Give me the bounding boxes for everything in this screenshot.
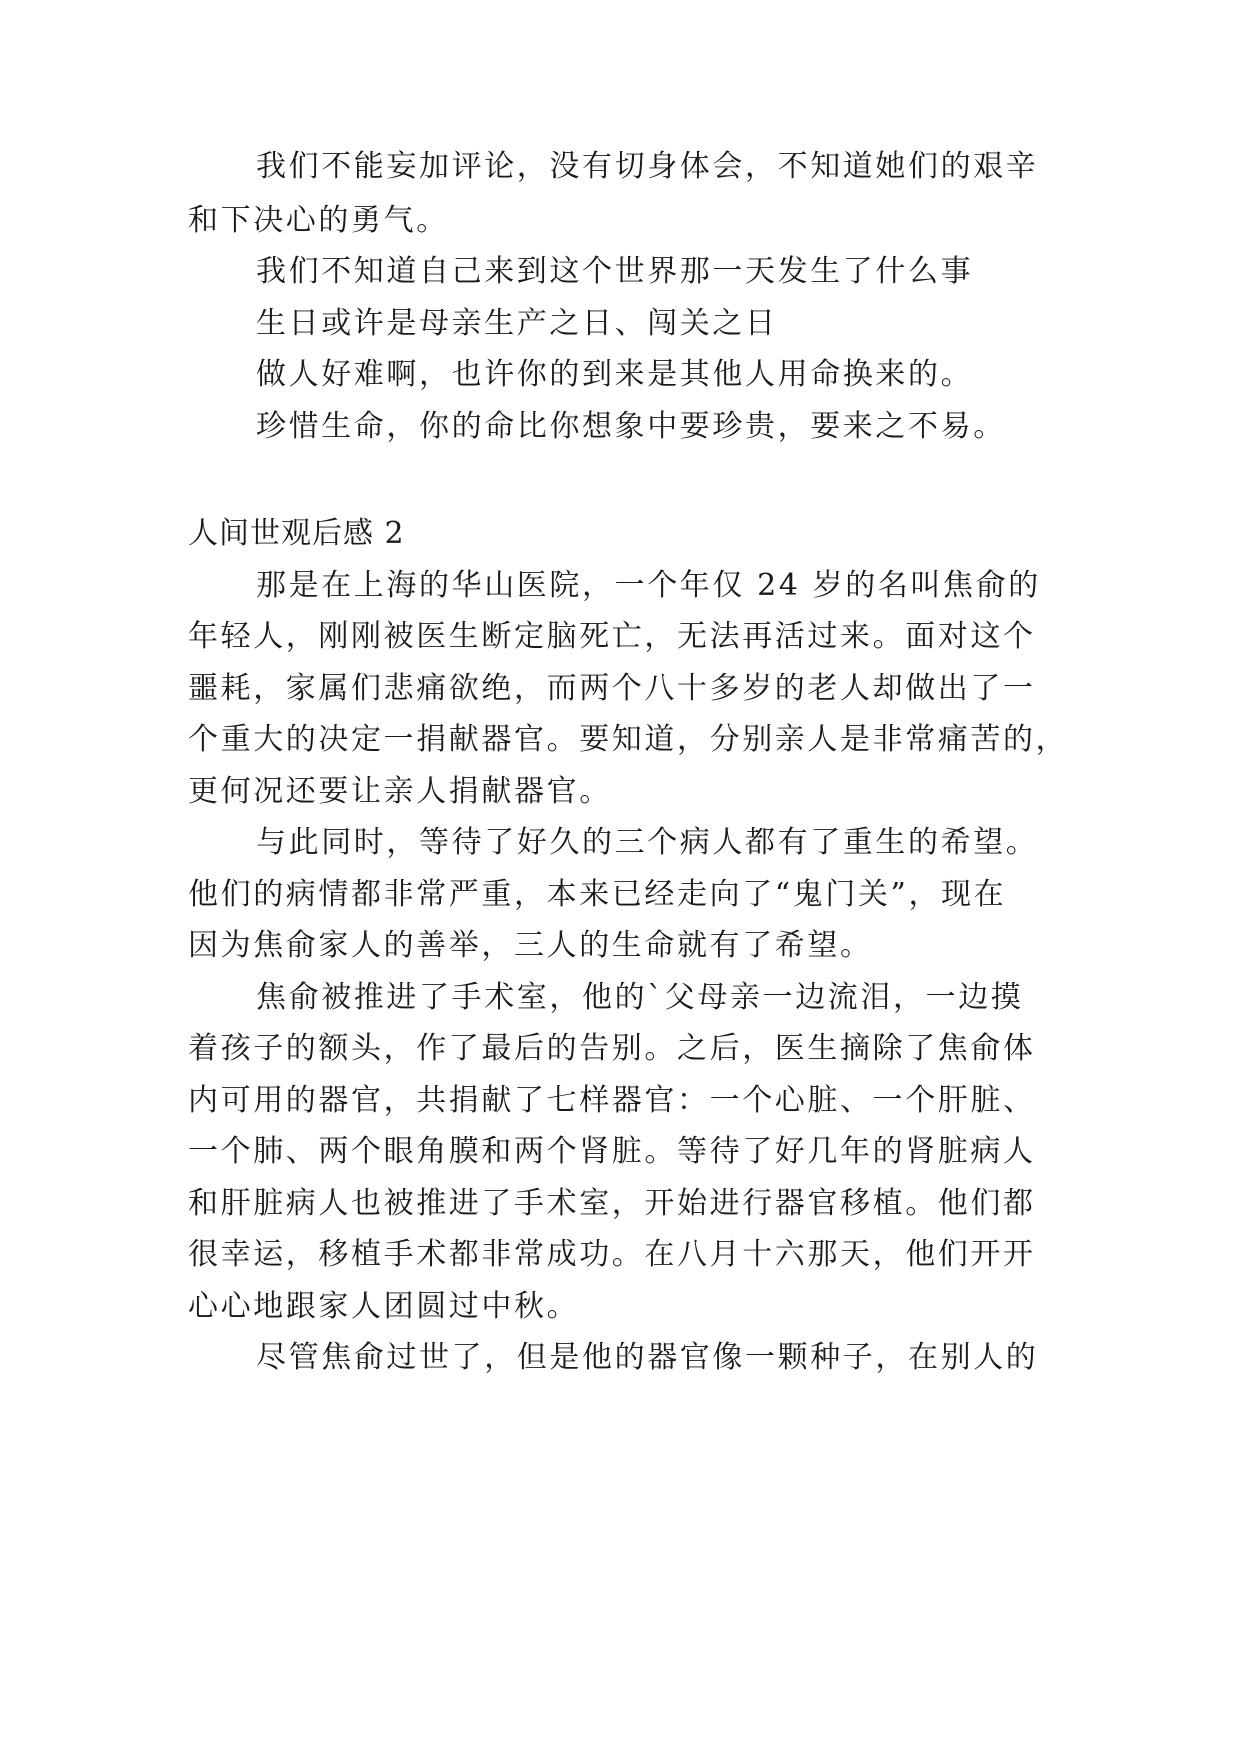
paragraph-line: 珍惜生命，你的命比你想象中要珍贵，要来之不易。 (256, 409, 1006, 444)
paragraph-line: 和下决心的勇气。 (188, 203, 449, 238)
section-heading: 人间世观后感 2 (188, 516, 405, 551)
paragraph-line: 个重大的决定一捐献器官。要知道，分别亲人是非常痛苦的， (188, 722, 1069, 757)
paragraph-line: 尽管焦俞过世了，但是他的器官像一颗种子，在别人的 (256, 1340, 1039, 1375)
paragraph-line: 噩耗，家属们悲痛欲绝，而两个八十多岁的老人却做出了一 (188, 671, 1036, 706)
paragraph-line: 因为焦俞家人的善举，三人的生命就有了希望。 (188, 928, 873, 963)
paragraph-line: 着孩子的额头，作了最后的告别。之后，医生摘除了焦俞体 (188, 1031, 1036, 1066)
paragraph-line: 焦俞被推进了手术室，他的`父母亲一边流泪，一边摸 (256, 980, 1024, 1015)
paragraph-line: 年轻人，刚刚被医生断定脑死亡，无法再活过来。面对这个 (188, 619, 1036, 654)
paragraph-line: 更何况还要让亲人捐献器官。 (188, 774, 612, 809)
paragraph-line: 我们不能妄加评论，没有切身体会，不知道她们的艰辛 (256, 149, 1039, 184)
paragraph-line: 很幸运，移植手术都非常成功。在八月十六那天，他们开开 (188, 1237, 1036, 1272)
paragraph-line: 他们的病情都非常严重，本来已经走向了“鬼门关”，现在 (188, 877, 1007, 912)
paragraph-line: 和肝脏病人也被推进了手术室，开始进行器官移植。他们都 (188, 1186, 1036, 1221)
paragraph-line: 生日或许是母亲生产之日、闯关之日 (256, 306, 778, 341)
paragraph-line: 我们不知道自己来到这个世界那一天发生了什么事 (256, 254, 974, 289)
paragraph-line: 一个肺、两个眼角膜和两个肾脏。等待了好几年的肾脏病人 (188, 1134, 1036, 1169)
paragraph-line: 心心地跟家人团圆过中秋。 (188, 1289, 580, 1324)
paragraph-line: 与此同时，等待了好久的三个病人都有了重生的希望。 (256, 825, 1039, 860)
paragraph-line: 那是在上海的华山医院，一个年仅 24 岁的名叫焦俞的 (256, 568, 1041, 603)
paragraph-line: 做人好难啊，也许你的到来是其他人用命换来的。 (256, 357, 974, 392)
paragraph-line: 内可用的器官，共捐献了七样器官：一个心脏、一个肝脏、 (188, 1083, 1036, 1118)
